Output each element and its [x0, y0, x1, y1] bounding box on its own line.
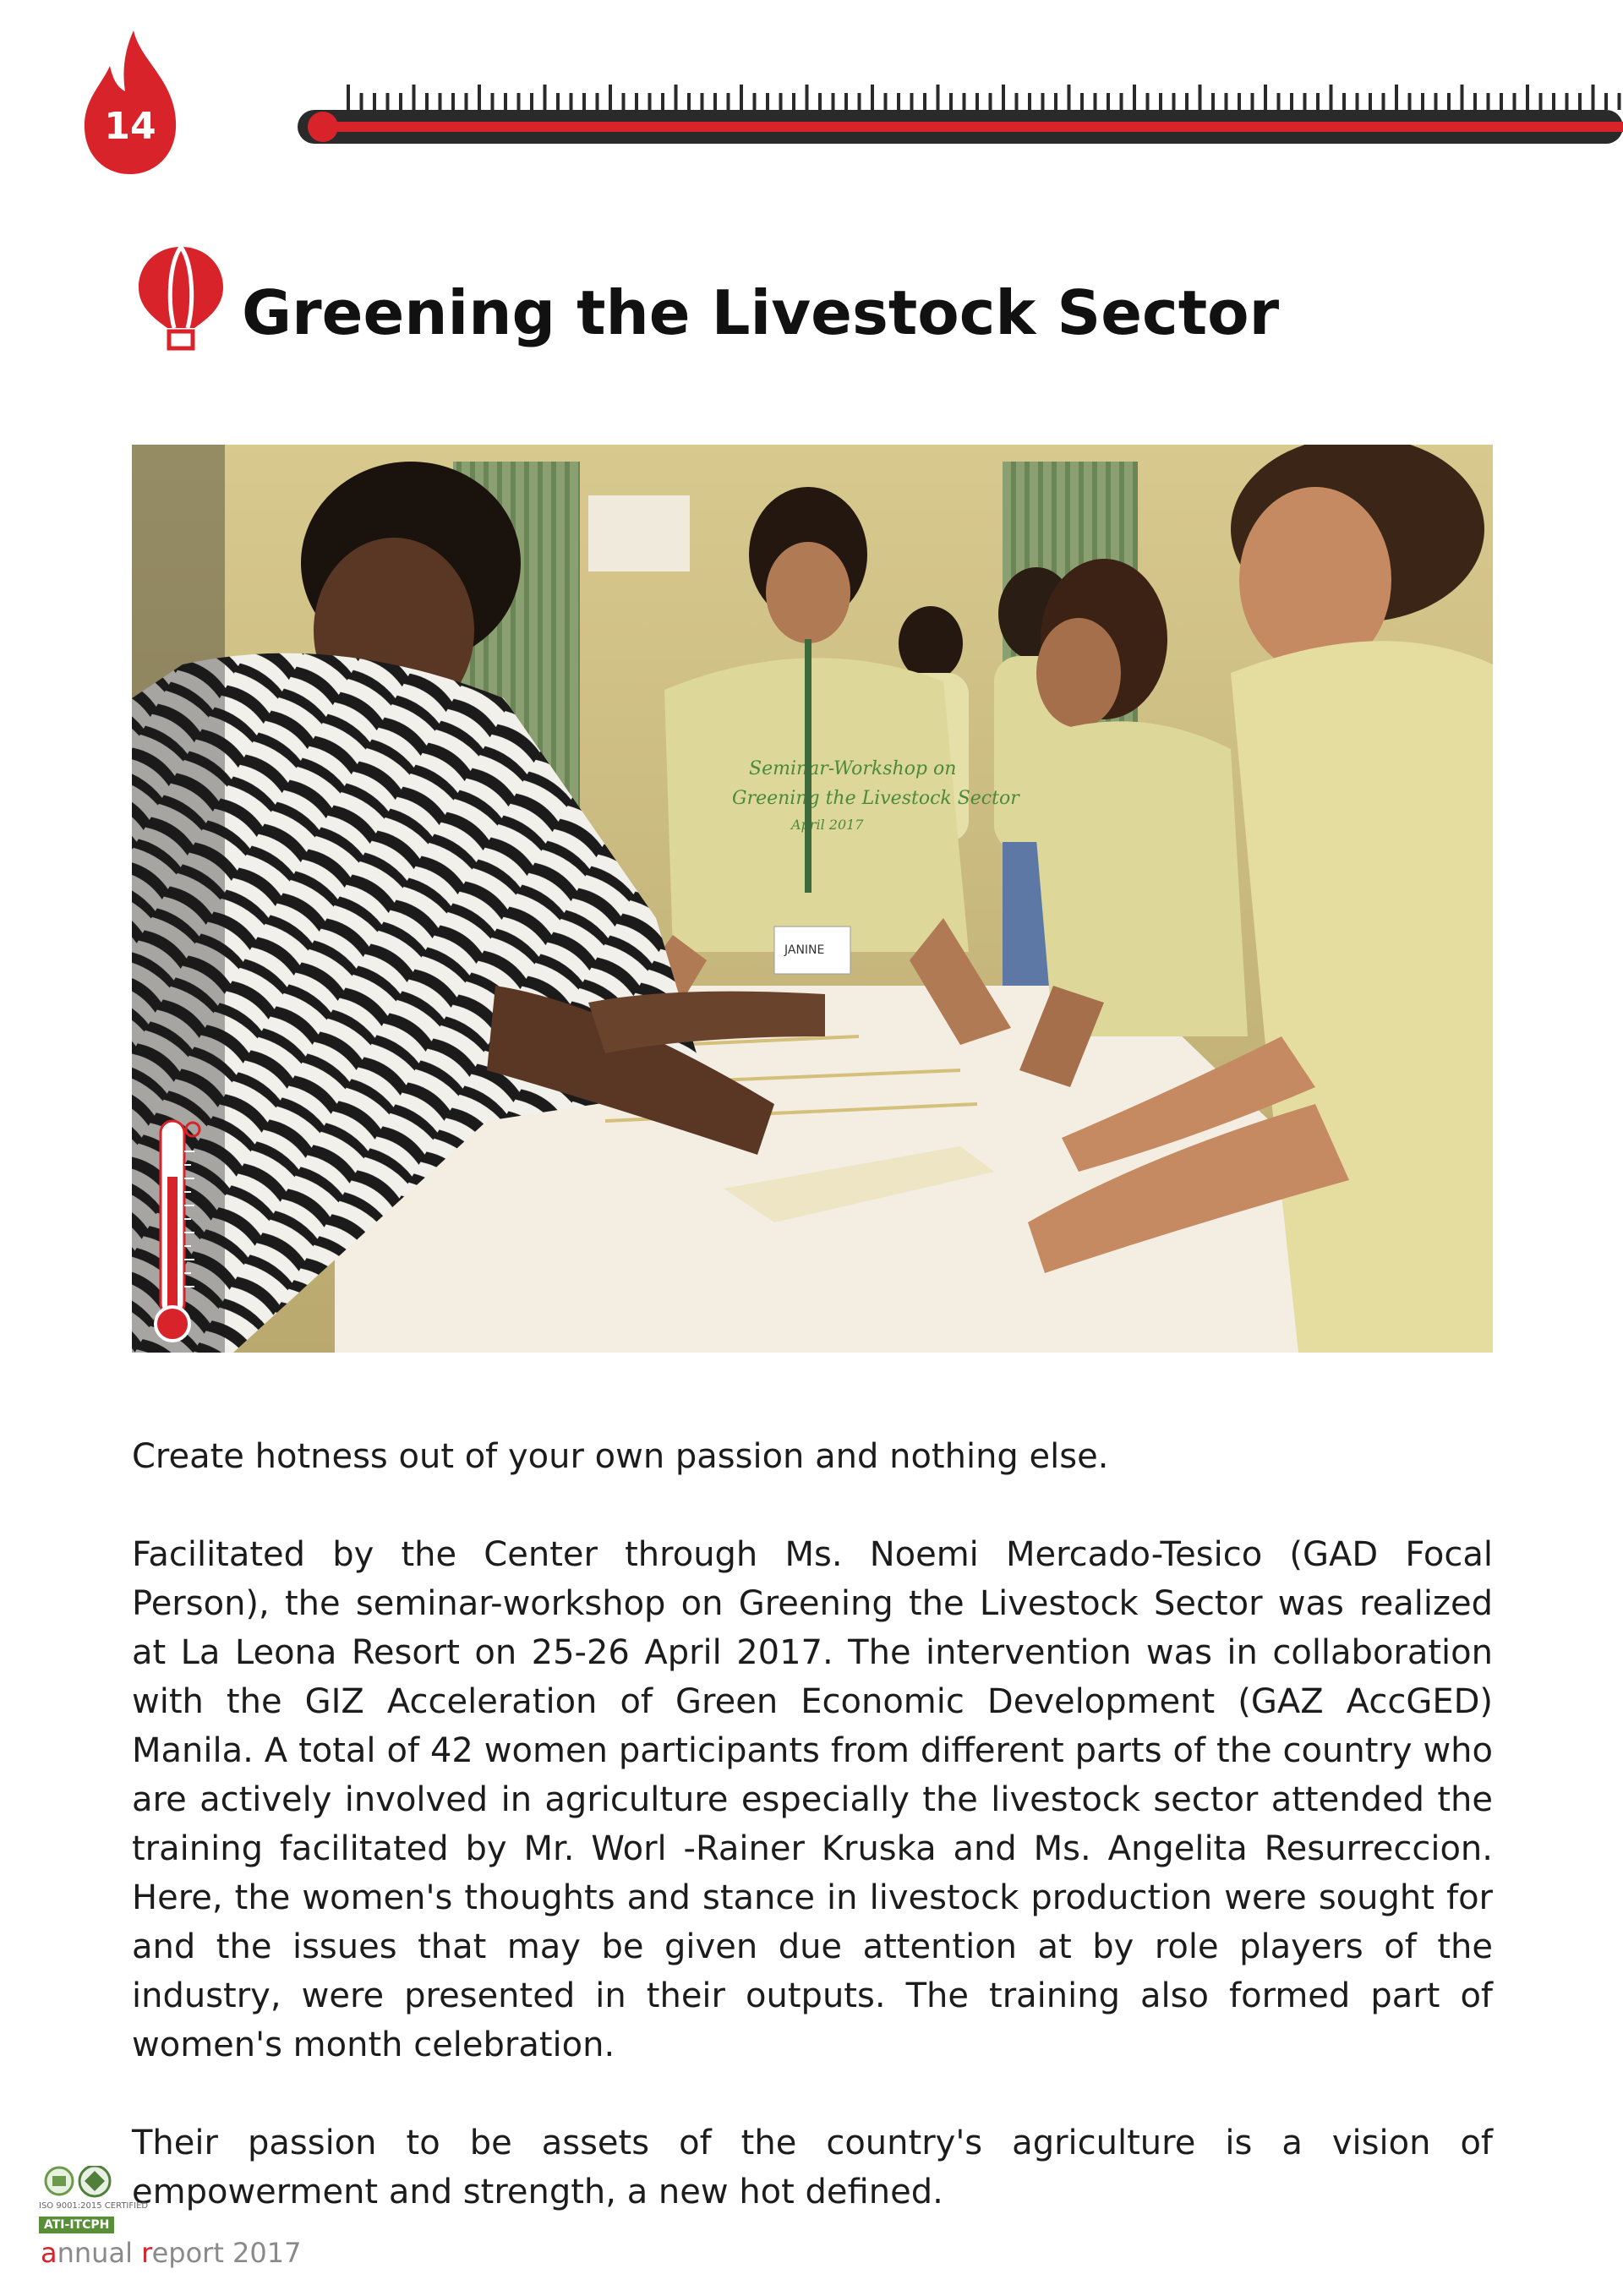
shirt-text: Seminar-Workshop on [749, 758, 957, 779]
page-title: Greening the Livestock Sector [242, 277, 1280, 348]
shirt-text: Greening the Livestock Sector [732, 788, 1019, 809]
hot-air-balloon-icon [135, 243, 227, 352]
thermometer-ruler-icon [298, 81, 1623, 162]
footer-text-nnual: nnual [57, 2237, 142, 2269]
workshop-photo [132, 445, 1493, 1353]
main-paragraph: Facilitated by the Center through Ms. Noemi Mercado-Tesico (GAD Focal Person), the seminar-workshop on Greening the Livestock Sector was realized at La Leona Resort on 25-26 April 2017. The intervention was in collaboration with the GIZ Acceleration of Green Economic Development (GAZ AccGED) Manila. A total of 42 women participants from different parts of the country who are actively involved in agriculture especially the livestock sector attended the training facilitated by Mr. Worl -Rainer Kruska and Ms. Angelita Resurreccion. Here, the women's thoughts and stance in livestock production were sought for and the issues that may be given due attention at by role players of the industry, were presented in their outputs. The training also formed part of women's month celebration. [132, 1535, 1493, 2064]
footer-report-label [41, 2237, 301, 2269]
closing-paragraph: Their passion to be assets of the country's agriculture is a vision of empowerment and strength, a new hot defined. [132, 2124, 1493, 2211]
page-number: 14 [104, 105, 156, 148]
footer-text-rest: eport 2017 [151, 2237, 302, 2269]
footer-accent-a: a [41, 2237, 57, 2269]
article-body [132, 1432, 1493, 2217]
name-tag: JANINE [784, 943, 825, 957]
footer-accent-r: r [141, 2237, 152, 2269]
ati-itcph-badge: ATI-ITCPH [39, 2217, 114, 2233]
intro-paragraph: Create hotness out of your own passion and nothing else. [132, 1437, 1109, 1476]
shirt-text: April 2017 [791, 817, 864, 833]
certification-text: ISO 9001:2015 CERTIFIED [39, 2201, 149, 2211]
thermometer-icon [140, 1118, 208, 1344]
flame-icon [81, 27, 179, 176]
